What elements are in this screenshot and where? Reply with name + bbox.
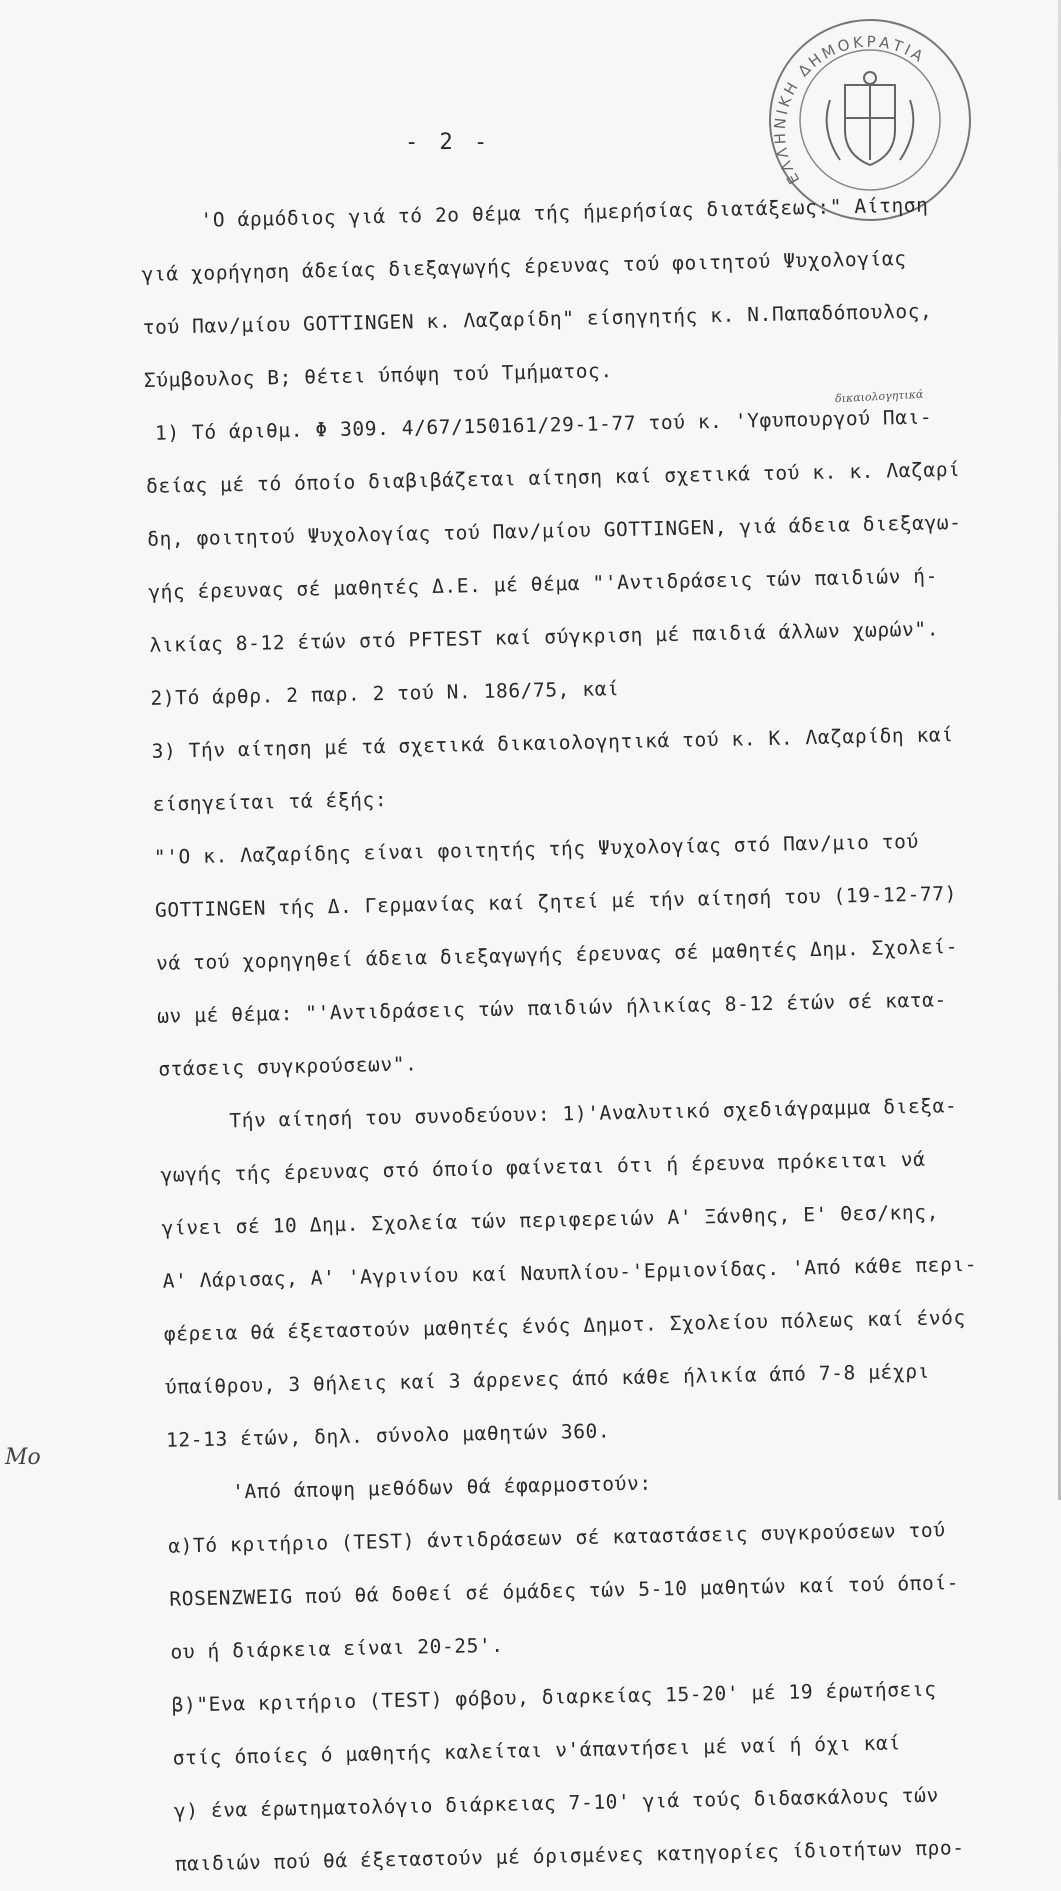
text-line: 3) Τήν αίτηση μέ τά σχετικά δικαιολογητικά τού κ. Κ. Λαζαρίδη καί: [151, 723, 954, 763]
text-line: στάσεις συγκρούσεων".: [158, 1052, 418, 1081]
text-line: παιδιών πού θά έξεταστούν μέ όρισμένες κατηγορίες ίδιοτήτων προ-: [174, 1836, 965, 1876]
text-line: Σύμβουλος Β; θέτει ύπόψη τού Τμήματος.: [143, 359, 613, 392]
text-line: φέρεια θά έξεταστούν μαθητές ένός Δημοτ. Σχολείου πόλεως καί ένός: [163, 1305, 967, 1346]
text-line: γ) ένα έρωτηματολόγιο διάρκειας 7-10' γιά τούς διδασκάλους τών: [173, 1783, 940, 1823]
handwritten-insertion: δικαιολογητικά: [834, 387, 924, 406]
text-line: δείας μέ τό όποίο διαβιβάζεται αίτηση καί σχετικά τού κ. κ. Λαζαρί: [145, 457, 961, 498]
text-line: α)Τό κριτήριο (TEST) άντιδράσεων σέ καταστάσεις συγκρούσεων τού: [168, 1518, 946, 1558]
text-line: γωγής τής έρευνας στό όποίο φαίνεται ότι ή έρευνα πρόκειται νά: [160, 1147, 926, 1187]
text-line: 12-13 έτών, δηλ. σύνολο μαθητών 360.: [165, 1419, 611, 1452]
text-line: Τήν αίτησή του συνοδεύουν: 1)'Αναλυτικό σχεδιάγραμμα διεξα-: [229, 1094, 958, 1133]
text-line: β)"Ενα κριτήριο (TEST) φόβου, διαρκείας 15-20' μέ 19 έρωτήσεις: [171, 1677, 937, 1717]
coat-of-arms-icon: [827, 72, 914, 165]
text-line: λικίας 8-12 έτών στό PFTEST καί σύγκριση μέ παιδιά άλλων χωρών".: [149, 617, 940, 657]
signature: Mo: [5, 1445, 41, 1470]
text-line: ου ή διάρκεια είναι 20-25'.: [170, 1633, 504, 1664]
text-line: 'Ο άρμόδιος γιά τό 2ο θέμα τής ήμερήσίας διατάξεως:" Αίτηση: [200, 193, 929, 232]
text-line: 1) Τό άριθμ. Φ 309. 4/67/150161/29-1-77 τού κ. 'Υφυπουργού Παι-: [154, 405, 933, 445]
page-number: - 2 -: [405, 130, 492, 155]
text-line: γής έρευνας σέ μαθητές Δ.Ε. μέ θέμα "'Αντιδράσεις τών παιδιών ή-: [148, 564, 939, 604]
text-line: τού Παν/μίου GOTTINGEN κ. Λαζαρίδη" είσηγητής κ. Ν.Παπαδόπουλος,: [142, 299, 933, 339]
text-line: ων μέ θέμα: "'Αντιδράσεις τών παιδιών ήλικίας 8-12 έτών σέ κατα-: [156, 988, 948, 1028]
text-line: είσηγείται τά έξής:: [152, 787, 388, 816]
text-line: νά τού χορηγηθεί άδεια διεξαγωγής έρευνας σέ μαθητές Δημ. Σχολεί-: [155, 935, 959, 975]
text-line: ROSENZWEIG πού θά δοθεί σέ όμάδες τών 5-10 μαθητών καί τού όποί-: [169, 1571, 960, 1611]
text-line: "'Ο κ. Λαζαρίδης είναι φοιτητής τής Ψυχολογίας στό Παν/μιο τού: [153, 829, 920, 869]
document-body: [140, 176, 1061, 1890]
text-line: 2)Τό άρθρ. 2 παρ. 2 τού Ν. 186/75, καί: [150, 677, 620, 710]
text-line: GOTTINGEN τής Δ. Γερμανίας καί ζητεί μέ τήν αίτησή του (19-12-77): [154, 882, 958, 922]
text-line: στίς όποίες ό μαθητής καλείται ν'άπαντήσει μέ ναί ή όχι καί: [172, 1731, 901, 1770]
text-line: δη, φοιτητού Ψυχολογίας τού Παν/μίου GOTTINGEN, γιά άδεια διεξαγω-: [146, 510, 962, 551]
text-line: 'Από άποψη μεθόδων θά έφαρμοστούν:: [231, 1471, 652, 1504]
seal-text: ΕΛΛΗΝΙΚΗ ΔΗΜΟΚΡΑΤΙΑ: [770, 32, 929, 188]
text-line: Α' Λάρισας, Α' 'Αγρινίου καί Ναυπλίου-'Ερμιονίδας. 'Από κάθε περι-: [162, 1252, 978, 1293]
text-line: γίνει σέ 10 Δημ. Σχολεία τών περιφερειών Α' Ξάνθης, Ε' Θεσ/κης,: [161, 1200, 940, 1240]
text-line: ύπαίθρου, 3 θήλεις καί 3 άρρενες άπό κάθε ήλικία άπό 7-8 μέχρι: [164, 1359, 931, 1399]
text-line: γιά χορήγηση άδείας διεξαγωγής έρευνας τού φοιτητού Ψυχολογίας: [141, 246, 907, 286]
